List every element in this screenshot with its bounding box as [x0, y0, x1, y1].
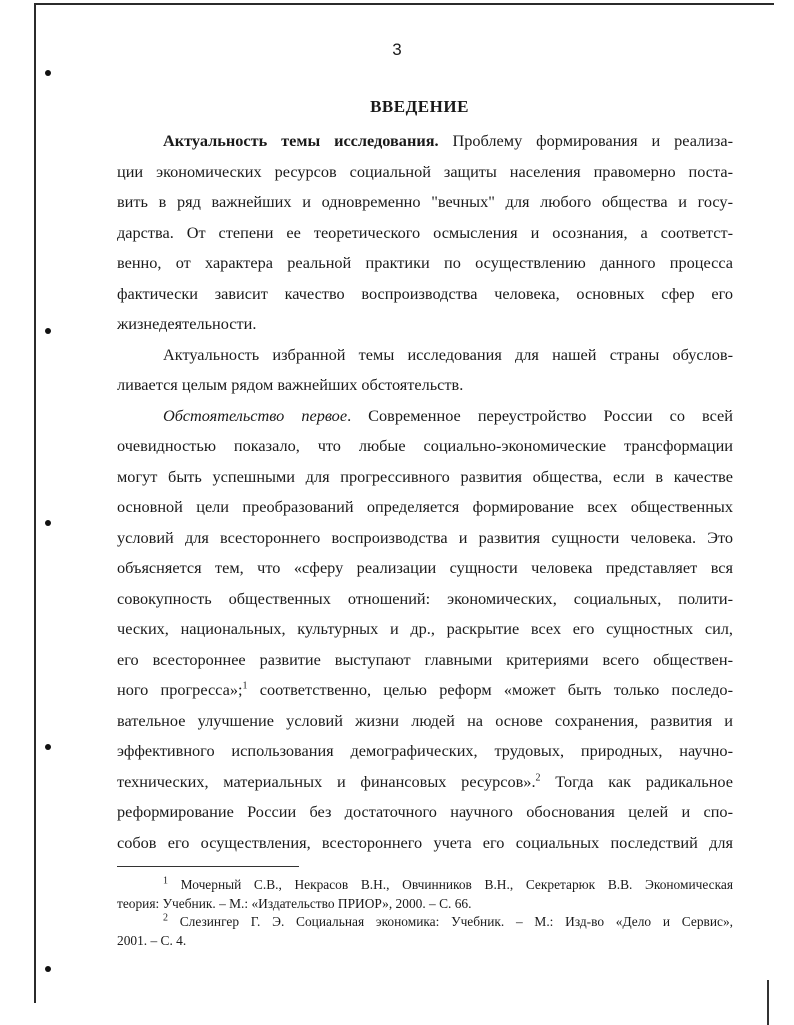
paragraph-line: ческих, национальных, культурных и др., раскрытие всех его сущностных сил,	[117, 619, 733, 638]
paragraph-line: собов его осуществления, всестороннего учета его социальных последствий для	[117, 832, 733, 852]
paragraph-line: ного прогресса»;$^1$ соответственно, целью реформ «может быть только последо-	[117, 680, 733, 699]
paragraph-line: объясняется тем, что «сферу реализации сущности человека представляет вся	[117, 558, 733, 577]
footnote-1: $^1$ Мочерный С.В., Некрасов В.Н., Овчинников В.Н., Секретарюк В.В. Экономическая	[163, 875, 733, 892]
paragraph-line: вательное улучшение условий жизни людей на основе сохранения, развития и	[117, 710, 733, 730]
paragraph-line: очевидностью показало, что любые социально-экономические трансформации	[117, 436, 733, 455]
footnotes	[117, 876, 733, 950]
footnote-ref-1: 1	[242, 680, 248, 692]
section-heading: ВВЕДЕНИЕ	[370, 97, 469, 116]
paragraph-line: вить в ряд важнейших и одновременно "вечных" для любого общества и госу-	[117, 192, 733, 211]
paragraph-line: условий для всестороннего воспроизводства и развития сущности человека. Это	[117, 527, 733, 547]
scan-border-right	[767, 980, 769, 1025]
punch-hole-mark	[45, 520, 51, 526]
paragraph-line: жизнедеятельности.	[117, 314, 257, 333]
paragraph-line: Актуальность темы исследования. Проблему формирования и реализа-	[163, 131, 733, 150]
footnote-separator	[117, 866, 299, 867]
paragraph-line: венно, от характера реальной практики по осуществлению данного процесса	[117, 253, 733, 272]
paragraph-line: Актуальность избранной темы исследования для нашей страны обуслов-	[163, 344, 733, 364]
punch-hole-mark	[45, 328, 51, 334]
paragraph-line: Обстоятельство первое. Современное переустройство России со всей	[163, 405, 734, 425]
paragraph-line: ции экономических ресурсов социальной защиты населения правомерно поста-	[117, 161, 733, 181]
scan-border-top	[34, 3, 774, 5]
footnote-2: $^2$ Слезингер Г. Э. Социальная экономика: Учебник. – М.: Изд-во «Дело и Сервис»,	[163, 912, 733, 929]
footnote-ref-2: 2	[535, 772, 541, 784]
paragraph-line: его всестороннее развитие выступают главными критериями всего обществен-	[117, 649, 733, 669]
punch-hole-mark	[45, 744, 51, 750]
paragraph-line: основной цели преобразований определяется формирование всех общественных	[117, 497, 733, 516]
punch-hole-mark	[45, 70, 51, 76]
body-text	[117, 126, 733, 858]
paragraph-line: технических, материальных и финансовых ресурсов».$^2$ Тогда как радикальное	[117, 771, 733, 791]
page-number: 3	[392, 40, 402, 59]
paragraph-line: дарства. От степени ее теоретического осмысления и осознания, а соответст-	[117, 222, 733, 242]
paragraph-line: эффективного использования демографических, трудовых, природных, научно-	[117, 741, 733, 760]
italic-lead: Обстоятельство первое	[163, 405, 348, 425]
bold-lead: Актуальность темы исследования.	[163, 131, 439, 150]
paragraph-line: могут быть успешными для прогрессивного развития общества, если в качестве	[117, 466, 733, 486]
punch-hole-mark	[45, 966, 51, 972]
footnote-2-cont: 2001. – С. 4.	[117, 932, 187, 948]
paragraph-line: реформирование России без достаточного научного обоснования целей и спо-	[117, 802, 733, 821]
scan-border-left	[34, 3, 36, 1003]
paragraph-line: ливается целым рядом важнейших обстоятельств.	[117, 375, 464, 394]
paragraph-line: фактически зависит качество воспроизводства человека, основных сфер его	[117, 283, 733, 303]
paragraph-line: совокупность общественных отношений: экономических, социальных, полити-	[117, 588, 733, 608]
footnote-1-cont: теория: Учебник. – М.: «Издательство ПРИОР», 2000. – С. 66.	[117, 895, 472, 911]
